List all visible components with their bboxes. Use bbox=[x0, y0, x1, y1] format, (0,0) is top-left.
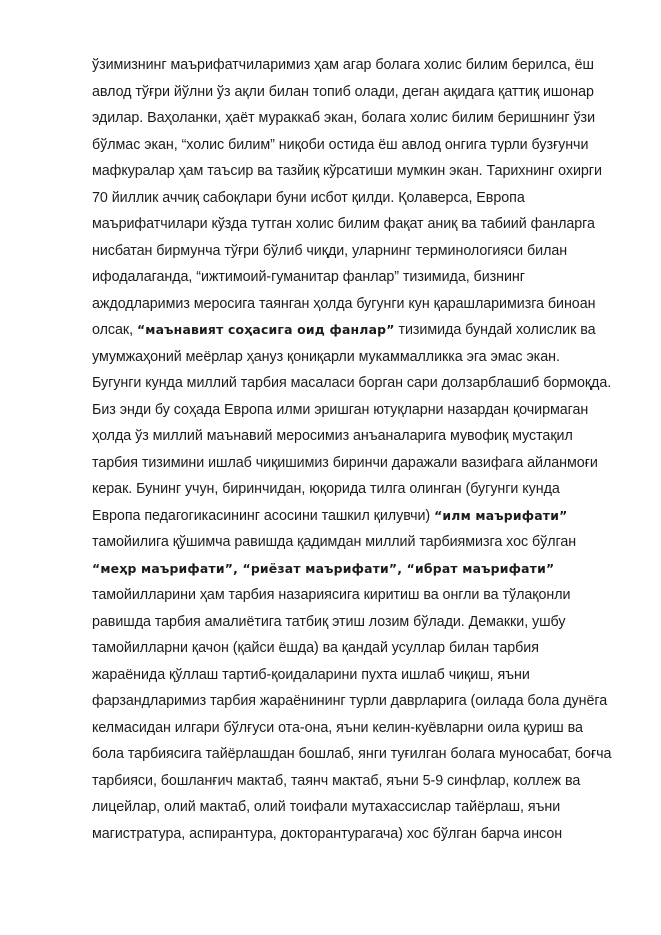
text-run: ўзимизнинг маърифатчиларимиз ҳам агар болага холис билим берилса, ёш bbox=[92, 57, 594, 73]
text-run: тарбия тизимини ишлаб чиқишимиз биринчи даражали вазифага айланмоғи bbox=[92, 454, 598, 471]
text-run: эдилар. Ваҳоланки, ҳаёт мураккаб экан, болага холис билим беришнинг ўзи bbox=[92, 110, 595, 126]
body-text bbox=[92, 52, 612, 847]
text-line bbox=[92, 52, 612, 79]
text-run: ифодалаганда, “ижтимоий-гуманитар фанлар” тизимида, бизнинг bbox=[92, 269, 525, 285]
text-run: бола тарбиясига тайёрлашдан бошлаб, янги туғилган болага муносабат, боғча bbox=[92, 746, 612, 762]
text-run: фарзандларимиз тарбия жараёнининг турли даврларига (оилада бола дунёга bbox=[92, 693, 608, 709]
text-line bbox=[92, 79, 612, 106]
text-run: тамойилига қўшимча равишда қадимдан миллий тарбиямизга хос бўлган bbox=[92, 534, 577, 550]
emphasized-term: “маънавият соҳасига оид фанлар” bbox=[136, 322, 395, 337]
text-line bbox=[92, 211, 612, 238]
text-run: тизимида бундай холислик ва bbox=[394, 322, 596, 338]
text-line bbox=[92, 503, 612, 530]
emphasized-term: “меҳр маърифати”, “риёзат маърифати”, “ибрат маърифати” bbox=[92, 560, 555, 576]
text-line bbox=[92, 238, 612, 265]
text-line bbox=[92, 132, 612, 159]
text-run: олсак, bbox=[92, 322, 137, 338]
text-line bbox=[92, 635, 612, 662]
text-line bbox=[92, 609, 612, 636]
text-line bbox=[92, 741, 612, 768]
text-run: Бугунги кунда миллий тарбия масаласи борган сари долзарблашиб бормоқда. bbox=[92, 375, 612, 391]
text-line bbox=[92, 105, 612, 132]
text-line bbox=[92, 397, 612, 424]
text-line bbox=[92, 529, 612, 556]
text-run: бўлмас экан, “холис билим” ниқоби остида ёш авлод онгига турли бузғунчи bbox=[92, 136, 589, 153]
text-run: жараёнида қўллаш тартиб-қоидаларини пухта ишлаб чиқиш, яъни bbox=[92, 666, 530, 683]
text-line bbox=[92, 582, 612, 609]
text-line bbox=[92, 556, 612, 583]
text-run: умумжаҳоний меёрлар ҳануз қониқарли мукаммалликка эга эмас экан. bbox=[92, 348, 560, 365]
text-run: лицейлар, олий мактаб, олий тоифали мутахассислар тайёрлаш, яъни bbox=[92, 799, 561, 815]
text-line bbox=[92, 423, 612, 450]
text-line bbox=[92, 794, 612, 821]
text-run: керак. Бунинг учун, биринчидан, юқорида тилга олинган (бугунги кунда bbox=[92, 481, 560, 497]
emphasized-term: “илм маърифати” bbox=[434, 507, 568, 523]
text-line bbox=[92, 185, 612, 212]
text-run: Биз энди бу соҳада Европа илми эришган ютуқларни назардан қочирмаган bbox=[92, 401, 589, 418]
text-run: Европа педагогикасининг асосини ташкил қилувчи) bbox=[92, 507, 435, 524]
text-run: маърифатчилари кўзда тутган холис билим фақат аниқ ва табиий фанларга bbox=[92, 216, 595, 232]
text-line bbox=[92, 291, 612, 318]
text-line bbox=[92, 264, 612, 291]
text-run: нисбатан бирмунча тўғри бўлиб чиқди, уларнинг терминологияси билан bbox=[92, 242, 568, 259]
text-run: тарбияси, бошланғич мактаб, таянч мактаб, яъни 5-9 синфлар, коллеж ва bbox=[92, 772, 581, 789]
text-run: тамойилларни қачон (қайси ёшда) ва қандай усуллар билан тарбия bbox=[92, 640, 539, 656]
text-line bbox=[92, 450, 612, 477]
text-line bbox=[92, 158, 612, 185]
text-line bbox=[92, 344, 612, 371]
text-line bbox=[92, 370, 612, 397]
text-line bbox=[92, 662, 612, 689]
text-line bbox=[92, 715, 612, 742]
text-line bbox=[92, 821, 612, 848]
text-run: магистратура, аспирантура, докторантурагача) хос бўлган барча инсон bbox=[92, 825, 563, 842]
text-line bbox=[92, 768, 612, 795]
text-line bbox=[92, 688, 612, 715]
text-run: аждодларимиз меросига таянган ҳолда бугунги кун қарашларимизга биноан bbox=[92, 295, 596, 312]
text-run: келмасидан илгари бўлғуси ота-она, яъни келин-куёвларни оила қуриш ва bbox=[92, 719, 583, 736]
text-run: ҳолда ўз миллий маънавий меросимиз анъаналарига мувофиқ мустақил bbox=[92, 428, 573, 444]
text-run: тамойилларини ҳам тарбия назариясига киритиш ва онгли ва тўлақонли bbox=[92, 587, 571, 603]
text-run: 70 йиллик аччиқ сабоқлари буни исбот қилди. Қолаверса, Европа bbox=[92, 189, 525, 206]
text-run: равишда тарбия амалиётига татбиқ этиш лозим бўлади. Демакки, ушбу bbox=[92, 613, 566, 630]
text-line bbox=[92, 317, 612, 344]
text-run: авлод тўғри йўлни ўз ақли билан топиб олади, деган ақидага қаттиқ ишонар bbox=[92, 83, 594, 100]
text-line bbox=[92, 476, 612, 503]
text-run: мафкуралар ҳам таъсир ва тазйиқ кўрсатиши мумкин экан. Тарихнинг охирги bbox=[92, 163, 602, 179]
